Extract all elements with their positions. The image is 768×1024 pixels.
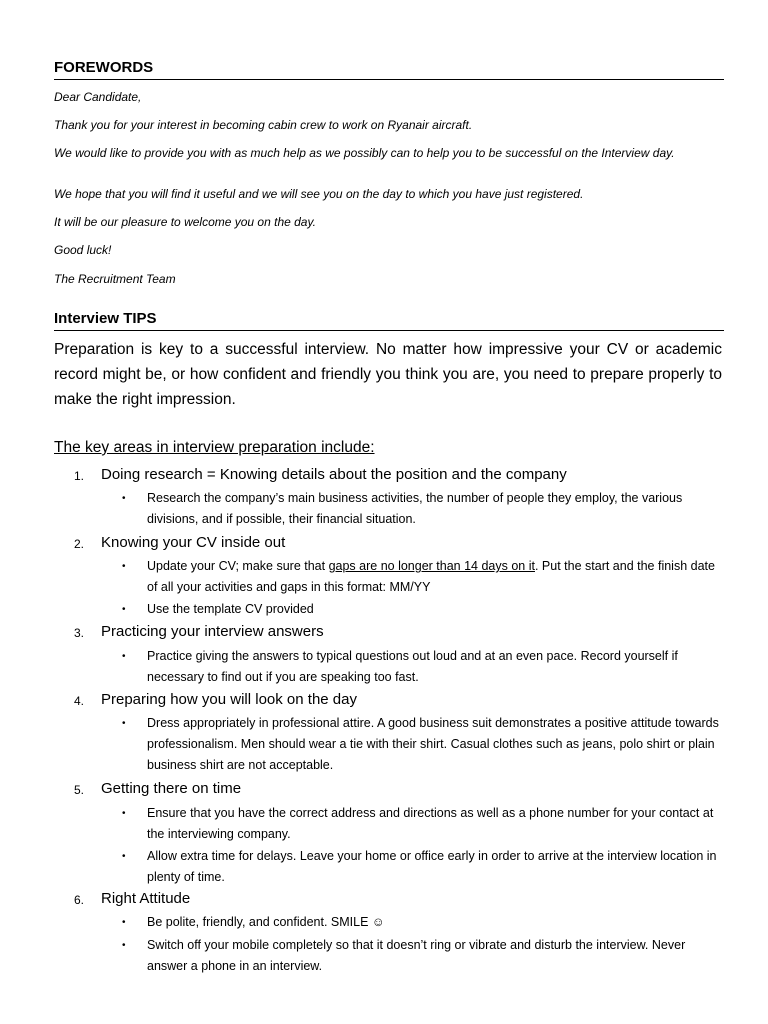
item-label: Preparing how you will look on the day <box>101 691 357 708</box>
item-number: 4. <box>74 694 85 708</box>
item-label: Right Attitude <box>101 890 191 907</box>
bullet-icon: • <box>122 917 126 928</box>
bullet-text: Ensure that you have the correct address and directions as well as a phone number for your contact at the interviewing company. <box>147 806 714 841</box>
forewords-paragraph-3: We hope that you will find it useful and we will see you on the day to which you have just registered. <box>54 187 584 201</box>
greeting: Dear Candidate, <box>54 90 142 104</box>
bullet-icon: • <box>122 718 126 729</box>
forewords-heading: FOREWORDS <box>54 59 724 80</box>
bullet-text: Switch off your mobile completely so that it doesn’t ring or vibrate and disturb the interview. Never answer a phone in an interview. <box>147 938 686 973</box>
bullet-text <box>147 556 727 598</box>
bullet-text: Use the template CV provided <box>147 602 314 616</box>
bullet-icon: • <box>122 651 126 662</box>
bullet-icon: • <box>122 808 126 819</box>
forewords-paragraph-4: It will be our pleasure to welcome you on the day. <box>54 215 316 229</box>
signoff: The Recruitment Team <box>54 272 176 286</box>
bullet-icon: • <box>122 604 126 615</box>
item-number: 2. <box>74 537 85 551</box>
item-number: 1. <box>74 469 85 483</box>
bullet-icon: • <box>122 851 126 862</box>
bullet-text: Research the company’s main business activities, the number of people they employ, the various divisions, and if possible, their financial situation. <box>147 491 683 526</box>
item-number: 6. <box>74 893 85 907</box>
bullet-text: Practice giving the answers to typical questions out loud and at an even pace. Record yourself if necessary to find out if you are speaking too fast. <box>147 649 678 684</box>
item-label: Doing research = Knowing details about the position and the company <box>101 466 567 483</box>
bullet-icon: • <box>122 493 126 504</box>
bullet-text-part: Update your CV; make sure that <box>147 559 329 573</box>
bullet-text: Be polite, friendly, and confident. SMILE ☺ <box>147 915 385 929</box>
intro-paragraph: Preparation is key to a successful interview. No matter how impressive your CV or academic record might be, or how confident and friendly you think you are, you need to prepare properly to make the right impression. <box>54 341 722 408</box>
item-label: Practicing your interview answers <box>101 623 324 640</box>
underlined-requirement: gaps are no longer than 14 days on it <box>328 559 535 573</box>
item-label: Getting there on time <box>101 780 242 797</box>
forewords-paragraph-5: Good luck! <box>54 243 112 257</box>
item-number: 5. <box>74 783 85 797</box>
item-number: 3. <box>74 626 85 640</box>
bullet-icon: • <box>122 561 126 572</box>
bullet-text: Dress appropriately in professional attire. A good business suit demonstrates a positive attitude towards professionalism. Men should wear a tie with their shirt. Casual clothes such as jeans, polo shirt or plain business shirt are not acceptable. <box>147 716 719 772</box>
bullet-text-part: . Put the start and the finish date of all your activities and gaps in this format: MM/YY <box>147 559 715 594</box>
bullet-icon: • <box>122 940 126 951</box>
forewords-paragraph-2: We would like to provide you with as much help as we possibly can to help you to be successful on the Interview day. <box>54 146 675 160</box>
key-areas-heading: The key areas in interview preparation include: <box>54 439 375 456</box>
forewords-paragraph-1: Thank you for your interest in becoming cabin crew to work on Ryanair aircraft. <box>54 118 473 132</box>
bullet-text: Allow extra time for delays. Leave your home or office early in order to arrive at the interview location in plenty of time. <box>147 849 717 884</box>
item-label: Knowing your CV inside out <box>101 534 286 551</box>
interview-tips-heading: Interview TIPS <box>54 310 724 331</box>
